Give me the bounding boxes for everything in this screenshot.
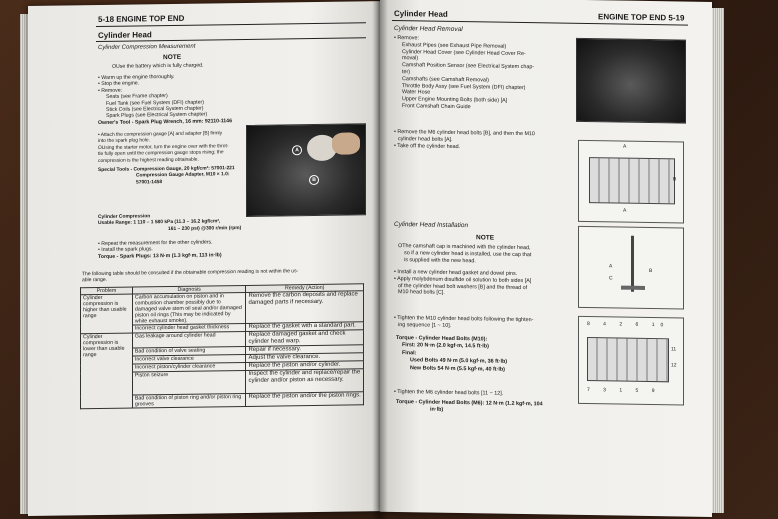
step-line: • Take off the cylinder head. bbox=[394, 142, 461, 150]
torque-line: First: 20 N·m (2.0 kgf·m, 14.5 ft·lb) bbox=[402, 342, 489, 350]
subsection-title: Cylinder Compression Measurement bbox=[98, 43, 196, 52]
removal-steps bbox=[394, 35, 534, 112]
step-line: Throttle Body Assy (see Fuel System (DFI) chapter) bbox=[402, 82, 526, 91]
torque-line: Torque - Cylinder Head Bolts (M6): 12 N·m (1.2 kgf·m, 104 bbox=[396, 399, 543, 408]
step-line: Camshafts (see Camshaft Removal) bbox=[402, 75, 489, 84]
torque-line: New Bolts 54 N·m (5.5 kgf·m, 40 ft·lb) bbox=[410, 364, 505, 373]
sequence-number: 10 bbox=[651, 322, 670, 329]
install-steps bbox=[394, 269, 531, 298]
table-intro-line: able range. bbox=[82, 277, 108, 284]
step-line: Exhaust Pipes (see Exhaust Pipe Removal) bbox=[402, 41, 507, 50]
diagnosis-cell: Gas leakage around cylinder head bbox=[132, 331, 246, 348]
bolt-shaft bbox=[631, 236, 634, 292]
usable-range-line: Usable Range: 1 110 – 1 580 kPa (11.3 – 16.2 kgf/cm², bbox=[98, 219, 221, 227]
sequence-number: 2 bbox=[619, 321, 629, 328]
callout-c: C bbox=[609, 275, 613, 282]
book-gutter-shadow bbox=[372, 0, 388, 519]
diagnosis-cell: Piston seizure bbox=[132, 370, 246, 395]
special-tool-line: Special Tools - Compression Gauge, 20 kgf/cm²: 57001-221 bbox=[98, 166, 235, 174]
problem-low: Cylinder compression is lower than usable range bbox=[81, 333, 133, 409]
step-line: Cylinder Head Cover (see Cylinder Head Cover Re- bbox=[402, 48, 526, 57]
washer-shape bbox=[621, 286, 645, 290]
torque-m10 bbox=[396, 335, 507, 374]
step-line: M10 head bolts [C]. bbox=[398, 289, 445, 297]
removal-title: Cylinder Head Removal bbox=[394, 25, 463, 34]
engine-photo bbox=[576, 38, 686, 124]
note-line: so if a new cylinder head is installed, use the cap that bbox=[404, 249, 532, 258]
diagnosis-table bbox=[80, 283, 364, 409]
step-line: • Apply molybdenum disulfide oil solution to both sides [A] bbox=[394, 275, 532, 284]
special-tool-line: Compression Gauge Adapter, M10 × 1.0: bbox=[136, 172, 230, 179]
diagnosis-cell: Bad condition of valve seating bbox=[132, 346, 246, 356]
step-line: • Remove the M6 cylinder head bolts [B], and then the M10 bbox=[394, 129, 535, 138]
step-line: • Stop the engine. bbox=[98, 80, 140, 88]
note-line: OThe camshaft cap is machined with the cylinder head, bbox=[398, 243, 531, 252]
sequence-number: 11 bbox=[671, 346, 677, 353]
remedy-cell: Replace the gasket with a standard part. bbox=[246, 322, 364, 332]
sequence-number: 8 bbox=[587, 321, 596, 328]
hand-shape bbox=[332, 132, 360, 154]
step-line: Upper Engine Mounting Bolts (both side) [A] bbox=[402, 96, 508, 104]
step-list-3 bbox=[98, 239, 222, 260]
section-title: Cylinder Head bbox=[98, 30, 152, 41]
callout-b: B bbox=[309, 175, 319, 185]
step-line: • Repeat the measurement for the other cylinders. bbox=[98, 239, 213, 248]
sequence-number: 3 bbox=[603, 387, 612, 394]
callout-a: A bbox=[623, 143, 627, 150]
step-line: cylinder head bolts [A]. bbox=[398, 135, 453, 143]
torque-line: Torque - Cylinder Head Bolts (M10): bbox=[396, 335, 488, 343]
sequence-number: 4 bbox=[603, 321, 612, 328]
remedy-cell: Repair if necessary. bbox=[246, 345, 364, 355]
step-line: Spark Plugs (see Electrical System chapter) bbox=[106, 111, 208, 120]
right-page-header: ENGINE TOP END 5-19 bbox=[598, 12, 685, 23]
torque-line: Used Bolts 49 N·m (5.0 kgf·m, 36 ft·lb) bbox=[410, 357, 508, 365]
owners-tool-line: Owner's Tool - Spark Plug Wrench, 16 mm: 92110-1146 bbox=[98, 117, 232, 126]
usable-range bbox=[98, 213, 241, 234]
remedy-cell: Adjust the valve clearance. bbox=[246, 353, 364, 363]
torque-spark-plugs: Torque - Spark Plugs: 13 N·m (1.3 kgf·m, 113 in·lb) bbox=[98, 252, 222, 260]
note-line: is supplied with the new head. bbox=[404, 256, 476, 264]
sequence-number: 12 bbox=[671, 362, 677, 369]
remedy-cell: Replace the piston and/or cylinder. bbox=[246, 361, 364, 371]
remedy-cell: Remove the carbon deposits and replace damaged parts if necessary. bbox=[246, 291, 364, 324]
sequence-number: 6 bbox=[635, 321, 645, 328]
diagnosis-cell: Bad condition of piston ring and/or piston ring grooves bbox=[132, 393, 246, 408]
left-page-header: 5-18 ENGINE TOP END bbox=[98, 13, 185, 25]
usable-range-title: Cylinder Compression bbox=[98, 214, 151, 221]
callout-a: A bbox=[623, 207, 627, 214]
step-line: of the cylinder head bolt washers [B] and the thread of bbox=[398, 282, 528, 291]
bottom-sequence-numbers bbox=[587, 387, 660, 394]
washer-bolt-diagram bbox=[578, 226, 684, 310]
step-line: Stick Coils (see Electrical System chapter) bbox=[106, 105, 204, 113]
step-line: into the spark plug hole. bbox=[98, 138, 150, 145]
step-list bbox=[98, 73, 232, 126]
callout-a: A bbox=[609, 263, 613, 270]
diagnosis-cell: Incorrect piston/cylinder clearance bbox=[132, 362, 246, 372]
step-line: • Remove: bbox=[98, 87, 123, 94]
remedy-cell: Replace damaged gasket and check cylinder head warp. bbox=[246, 330, 364, 347]
remedy-cell: Inspect the cylinder and replace/repair the cylinder and/or piston as necessary. bbox=[246, 369, 364, 394]
torque-m6 bbox=[396, 399, 543, 415]
step-line: Front Camshaft Chain Guide bbox=[402, 103, 471, 111]
tightening-sequence-diagram bbox=[578, 316, 684, 406]
step-line: • Attach the compression gauge [A] and adapter [B] firmly bbox=[98, 131, 223, 139]
torque-line: in·lb) bbox=[430, 406, 444, 413]
cylinder-head-shape bbox=[589, 157, 675, 204]
special-tools bbox=[98, 166, 235, 187]
right-page-section: Cylinder Head bbox=[394, 9, 448, 19]
sequence-number: 1 bbox=[619, 387, 629, 394]
step-line: compression is the highest reading obtainable. bbox=[98, 157, 199, 164]
left-page bbox=[28, 1, 380, 516]
callout-a: A bbox=[292, 145, 302, 155]
step-line: • Install the spark plugs. bbox=[98, 246, 153, 254]
step-line: Fuel Tank (see Fuel System (DFI) chapter) bbox=[106, 99, 204, 107]
tighten-m6: • Tighten the M6 cylinder head bolts [11 ~ 12]. bbox=[394, 389, 504, 397]
top-sequence-numbers bbox=[587, 321, 669, 328]
usable-range-line: 161 – 230 psi) @300 r/min (rpm) bbox=[168, 225, 242, 232]
callout-b: B bbox=[649, 268, 653, 275]
diagnosis-cell: Carbon accumulation on piston and in combustion chamber possibly due to damaged valve stem oil seal and/or damaged piston oil rings (This may be indicated by white exhaust smoke). bbox=[132, 292, 246, 325]
step-line: ter) bbox=[402, 69, 411, 76]
sequence-number: 5 bbox=[635, 387, 645, 394]
step-line: Camshaft Position Sensor (see Electrical System chap- bbox=[402, 62, 535, 71]
step-line: moval) bbox=[402, 55, 419, 62]
install-title: Cylinder Head Installation bbox=[394, 221, 469, 230]
right-page bbox=[380, 0, 712, 517]
note-text: OUse the battery which is fully charged. bbox=[112, 62, 204, 70]
special-tool-line: 57001-1458 bbox=[136, 179, 163, 186]
diagnosis-cell: Incorrect cylinder head gasket thickness bbox=[132, 323, 246, 333]
header-problem: Problem bbox=[81, 287, 133, 295]
compression-gauge-photo bbox=[246, 123, 366, 217]
table-intro bbox=[82, 268, 298, 284]
step-line: • Warm up the engine thoroughly. bbox=[98, 73, 175, 82]
callout-b: B bbox=[673, 176, 677, 183]
cylinder-head-bolt-diagram bbox=[578, 140, 684, 224]
cylinder-head-shape bbox=[587, 337, 669, 382]
tighten-steps bbox=[394, 315, 533, 331]
note-label: NOTE bbox=[163, 53, 182, 62]
install-note bbox=[398, 243, 531, 265]
step-line: • Install a new cylinder head gasket and dowel pins. bbox=[394, 269, 518, 277]
diagnosis-cell: Incorrect valve clearance bbox=[132, 354, 246, 364]
table-intro-line: The following table should be consulted if the obtainable compression reading is not within the us- bbox=[82, 268, 299, 278]
step-line: Seats (see Frame chapter) bbox=[106, 93, 168, 101]
problem-high: Cylinder compression is higher than usable range bbox=[81, 294, 133, 334]
table-row bbox=[81, 291, 364, 326]
step-line: OUsing the starter motor, turn the engine over with the throt- bbox=[98, 144, 229, 151]
note-label: NOTE bbox=[476, 234, 495, 242]
header-remedy: Remedy (Action) bbox=[246, 284, 364, 293]
step-line: Water Hose bbox=[402, 89, 431, 96]
torque-line: Final: bbox=[402, 349, 417, 357]
removal-steps-2 bbox=[394, 129, 535, 152]
remedy-cell: Replace the piston and/or the piston rings. bbox=[246, 392, 364, 407]
step-list-2 bbox=[98, 131, 228, 165]
sequence-number: 7 bbox=[587, 387, 596, 394]
right-page-edges bbox=[712, 8, 724, 513]
sequence-number: 9 bbox=[651, 388, 661, 395]
header-diagnosis: Diagnosis bbox=[132, 285, 246, 294]
step-line: • Remove: bbox=[394, 35, 419, 42]
step-line: ing sequence [1 ~ 10]. bbox=[398, 321, 452, 329]
step-line: tle fully open until the compression gauge stops rising; the bbox=[98, 150, 224, 158]
step-line: • Tighten the M10 cylinder head bolts following the tighten- bbox=[394, 315, 534, 324]
